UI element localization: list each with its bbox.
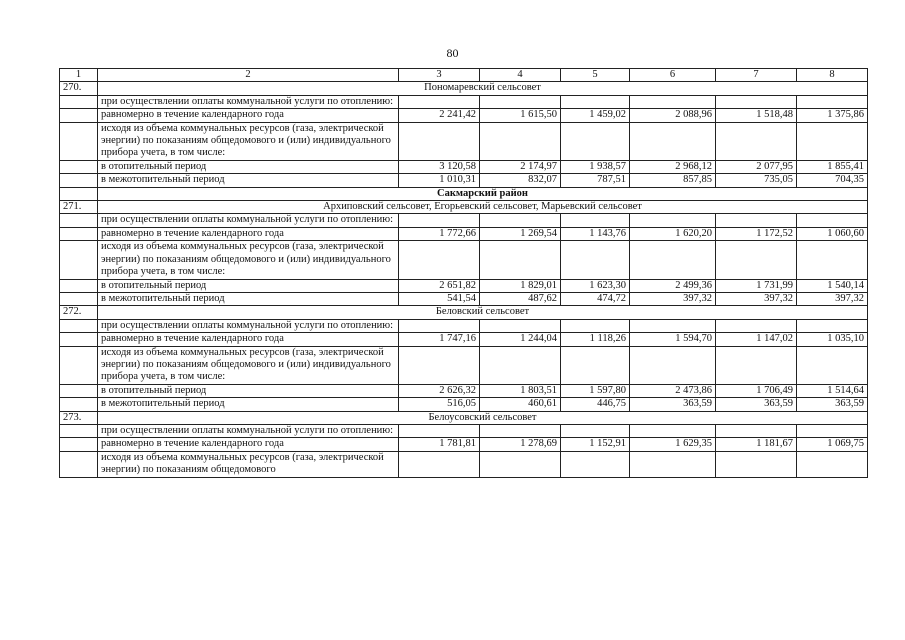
value-cell: 363,59 [716, 398, 797, 411]
row-label: в отопительный период [98, 160, 399, 173]
empty-cell [630, 214, 716, 227]
heating-payment-row [60, 214, 868, 227]
empty-cell [716, 346, 797, 384]
value-cell: 704,35 [797, 174, 868, 187]
number-cell [60, 122, 98, 160]
number-cell [60, 424, 98, 437]
value-cell: 1 731,99 [716, 279, 797, 292]
empty-cell [630, 424, 716, 437]
page-number: 80 [446, 46, 459, 60]
number-cell [60, 174, 98, 187]
heating-period-row [60, 160, 868, 173]
empty-cell [399, 214, 480, 227]
empty-cell [797, 319, 868, 332]
value-cell: 2 077,95 [716, 160, 797, 173]
value-cell: 1 514,64 [797, 384, 868, 397]
value-cell: 1 269,54 [480, 227, 561, 240]
number-cell [60, 438, 98, 451]
heating-payment-row [60, 424, 868, 437]
value-cell: 2 174,97 [480, 160, 561, 173]
empty-cell [399, 95, 480, 108]
number-cell [60, 109, 98, 122]
empty-cell [630, 241, 716, 279]
off-period-row [60, 174, 868, 187]
value-cell: 1 518,48 [716, 109, 797, 122]
value-cell: 1 143,76 [561, 227, 630, 240]
column-header: 1 [60, 69, 98, 82]
value-cell: 1 278,69 [480, 438, 561, 451]
evenly-row [60, 109, 868, 122]
empty-cell [561, 451, 630, 477]
empty-cell [797, 122, 868, 160]
value-cell: 2 651,82 [399, 279, 480, 292]
empty-cell [797, 214, 868, 227]
number-cell [60, 346, 98, 384]
value-cell: 1 747,16 [399, 333, 480, 346]
value-cell: 1 629,35 [630, 438, 716, 451]
by-meter-row [60, 451, 868, 477]
empty-cell [630, 451, 716, 477]
group-number: 270. [60, 82, 98, 95]
settlement-name: Белоусовский сельсовет [98, 411, 868, 424]
empty-cell [630, 346, 716, 384]
value-cell: 2 499,36 [630, 279, 716, 292]
value-cell: 3 120,58 [399, 160, 480, 173]
value-cell: 2 968,12 [630, 160, 716, 173]
settlement-name: Пономаревский сельсовет [98, 82, 868, 95]
settlement-name: Архиповский сельсовет, Егорьевский сельсовет, Марьевский сельсовет [98, 201, 868, 214]
empty-cell [797, 241, 868, 279]
region-row [60, 187, 868, 200]
group-row [60, 306, 868, 319]
off-period-row [60, 398, 868, 411]
value-cell: 1 152,91 [561, 438, 630, 451]
settlement-name: Беловский сельсовет [98, 306, 868, 319]
value-cell: 1 706,49 [716, 384, 797, 397]
empty-cell [561, 95, 630, 108]
row-label: исходя из объема коммунальных ресурсов (газа, электрической энергии) по показаниям общедомового и (или) индивидуального прибора учета, в том числе: [98, 241, 399, 279]
value-cell: 1 459,02 [561, 109, 630, 122]
number-cell [60, 187, 98, 200]
empty-cell [399, 319, 480, 332]
empty-cell [716, 122, 797, 160]
row-label: при осуществлении оплаты коммунальной услуги по отоплению: [98, 95, 399, 108]
by-meter-row [60, 241, 868, 279]
number-cell [60, 241, 98, 279]
empty-cell [561, 424, 630, 437]
empty-cell [797, 95, 868, 108]
value-cell: 1 118,26 [561, 333, 630, 346]
row-label: в отопительный период [98, 279, 399, 292]
number-cell [60, 398, 98, 411]
empty-cell [630, 122, 716, 160]
row-label: равномерно в течение календарного года [98, 109, 399, 122]
heating-payment-row [60, 95, 868, 108]
value-cell: 1 069,75 [797, 438, 868, 451]
value-cell: 1 829,01 [480, 279, 561, 292]
empty-cell [480, 424, 561, 437]
row-label: в межотопительный период [98, 398, 399, 411]
row-label: в отопительный период [98, 384, 399, 397]
value-cell: 1 620,20 [630, 227, 716, 240]
empty-cell [561, 122, 630, 160]
empty-cell [561, 319, 630, 332]
value-cell: 363,59 [630, 398, 716, 411]
number-cell [60, 95, 98, 108]
group-row [60, 411, 868, 424]
value-cell: 397,32 [716, 292, 797, 305]
row-label: при осуществлении оплаты коммунальной услуги по отоплению: [98, 319, 399, 332]
empty-cell [716, 95, 797, 108]
number-cell [60, 227, 98, 240]
value-cell: 516,05 [399, 398, 480, 411]
empty-cell [797, 451, 868, 477]
evenly-row [60, 333, 868, 346]
value-cell: 1 147,02 [716, 333, 797, 346]
value-cell: 397,32 [797, 292, 868, 305]
empty-cell [716, 451, 797, 477]
value-cell: 541,54 [399, 292, 480, 305]
value-cell: 397,32 [630, 292, 716, 305]
column-header: 3 [399, 69, 480, 82]
column-header: 6 [630, 69, 716, 82]
number-cell [60, 319, 98, 332]
row-label: исходя из объема коммунальных ресурсов (газа, электрической энергии) по показаниям общедомового и (или) индивидуального прибора учета, в том числе: [98, 346, 399, 384]
value-cell: 1 035,10 [797, 333, 868, 346]
column-header: 2 [98, 69, 399, 82]
tariff-table [59, 68, 868, 478]
empty-cell [716, 424, 797, 437]
table-body [60, 69, 868, 478]
value-cell: 1 375,86 [797, 109, 868, 122]
value-cell: 2 473,86 [630, 384, 716, 397]
value-cell: 1 772,66 [399, 227, 480, 240]
empty-cell [797, 424, 868, 437]
row-label: при осуществлении оплаты коммунальной услуги по отоплению: [98, 424, 399, 437]
column-header: 4 [480, 69, 561, 82]
number-cell [60, 292, 98, 305]
column-header: 5 [561, 69, 630, 82]
value-cell: 1 594,70 [630, 333, 716, 346]
group-number: 271. [60, 201, 98, 214]
row-label: при осуществлении оплаты коммунальной услуги по отоплению: [98, 214, 399, 227]
value-cell: 487,62 [480, 292, 561, 305]
empty-cell [399, 451, 480, 477]
value-cell: 1 244,04 [480, 333, 561, 346]
empty-cell [716, 241, 797, 279]
empty-cell [480, 241, 561, 279]
by-meter-row [60, 122, 868, 160]
value-cell: 1 623,30 [561, 279, 630, 292]
value-cell: 2 241,42 [399, 109, 480, 122]
group-number: 273. [60, 411, 98, 424]
value-cell: 735,05 [716, 174, 797, 187]
empty-cell [399, 346, 480, 384]
empty-cell [480, 346, 561, 384]
value-cell: 1 615,50 [480, 109, 561, 122]
group-number: 272. [60, 306, 98, 319]
empty-cell [561, 214, 630, 227]
number-cell [60, 451, 98, 477]
value-cell: 1 597,80 [561, 384, 630, 397]
value-cell: 857,85 [630, 174, 716, 187]
column-number-row [60, 69, 868, 82]
value-cell: 1 540,14 [797, 279, 868, 292]
value-cell: 446,75 [561, 398, 630, 411]
number-cell [60, 333, 98, 346]
value-cell: 460,61 [480, 398, 561, 411]
value-cell: 1 803,51 [480, 384, 561, 397]
value-cell: 2 088,96 [630, 109, 716, 122]
empty-cell [630, 95, 716, 108]
value-cell: 1 938,57 [561, 160, 630, 173]
row-label: равномерно в течение календарного года [98, 227, 399, 240]
value-cell: 1 010,31 [399, 174, 480, 187]
row-label: исходя из объема коммунальных ресурсов (газа, электрической энергии) по показаниям общедомового и (или) индивидуального прибора учета, в том числе: [98, 122, 399, 160]
value-cell: 1 181,67 [716, 438, 797, 451]
empty-cell [399, 424, 480, 437]
empty-cell [480, 214, 561, 227]
empty-cell [630, 319, 716, 332]
evenly-row [60, 227, 868, 240]
column-header: 8 [797, 69, 868, 82]
by-meter-row [60, 346, 868, 384]
value-cell: 1 781,81 [399, 438, 480, 451]
value-cell: 2 626,32 [399, 384, 480, 397]
empty-cell [480, 95, 561, 108]
value-cell: 1 060,60 [797, 227, 868, 240]
row-label: равномерно в течение календарного года [98, 438, 399, 451]
empty-cell [480, 319, 561, 332]
empty-cell [480, 122, 561, 160]
empty-cell [561, 346, 630, 384]
row-label: исходя из объема коммунальных ресурсов (газа, электрической энергии) по показаниям общедомового [98, 451, 399, 477]
number-cell [60, 384, 98, 397]
value-cell: 1 855,41 [797, 160, 868, 173]
group-row [60, 201, 868, 214]
value-cell: 787,51 [561, 174, 630, 187]
evenly-row [60, 438, 868, 451]
row-label: в межотопительный период [98, 174, 399, 187]
off-period-row [60, 292, 868, 305]
value-cell: 363,59 [797, 398, 868, 411]
empty-cell [716, 214, 797, 227]
value-cell: 474,72 [561, 292, 630, 305]
heating-payment-row [60, 319, 868, 332]
value-cell: 832,07 [480, 174, 561, 187]
number-cell [60, 160, 98, 173]
heating-period-row [60, 279, 868, 292]
row-label: равномерно в течение календарного года [98, 333, 399, 346]
heating-period-row [60, 384, 868, 397]
number-cell [60, 214, 98, 227]
column-header: 7 [716, 69, 797, 82]
row-label: в межотопительный период [98, 292, 399, 305]
empty-cell [399, 122, 480, 160]
empty-cell [716, 319, 797, 332]
number-cell [60, 279, 98, 292]
value-cell: 1 172,52 [716, 227, 797, 240]
empty-cell [561, 241, 630, 279]
empty-cell [797, 346, 868, 384]
empty-cell [399, 241, 480, 279]
group-row [60, 82, 868, 95]
empty-cell [480, 451, 561, 477]
region-title: Сакмарский район [98, 187, 868, 200]
